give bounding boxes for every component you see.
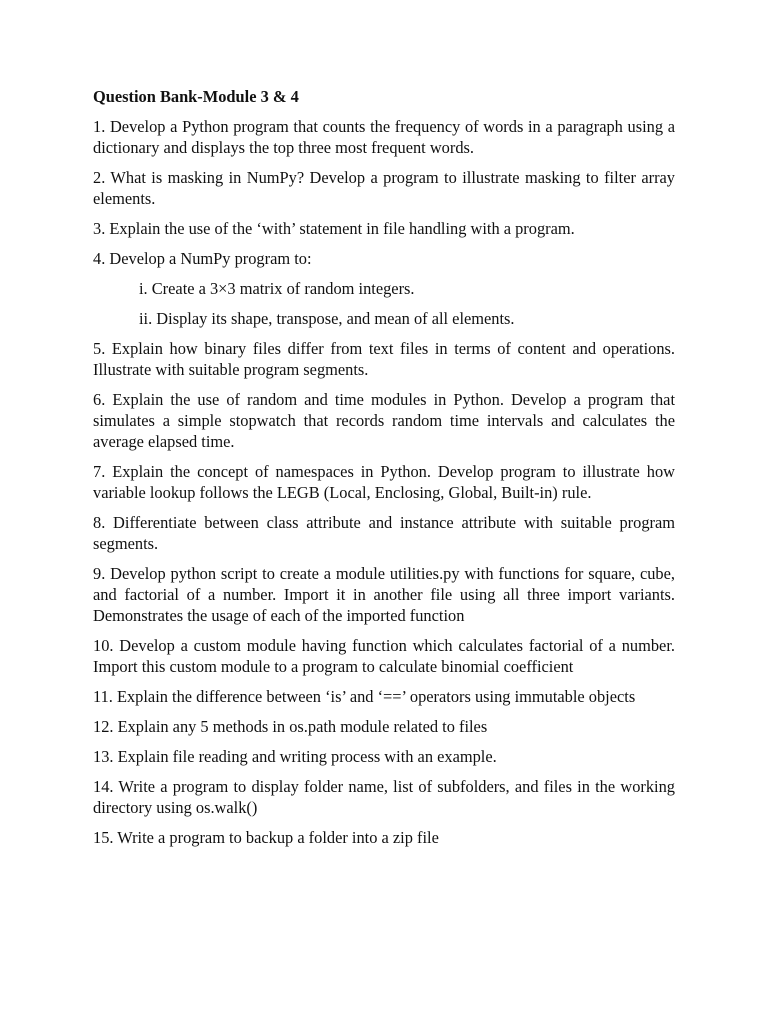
question-12: 12. Explain any 5 methods in os.path module related to files: [93, 717, 488, 736]
question-4: 4. Develop a NumPy program to:: [93, 249, 312, 268]
question-2: 2. What is masking in NumPy? Develop a program to illustrate masking to filter array elements.: [93, 168, 675, 208]
document-page: [93, 86, 675, 857]
question-4-subitems: [93, 278, 675, 329]
question-5: 5. Explain how binary files differ from text files in terms of content and operations. Illustrate with suitable program segments.: [93, 339, 675, 379]
question-9: 9. Develop python script to create a module utilities.py with functions for square, cube, and factorial of a number. Import it in another file using all three import variants. Demonstrates the usage of each of the imported function: [93, 564, 675, 625]
question-3: 3. Explain the use of the ‘with’ statement in file handling with a program.: [93, 219, 575, 238]
question-11: 11. Explain the difference between ‘is’ and ‘==’ operators using immutable objects: [93, 687, 636, 706]
question-6: 6. Explain the use of random and time modules in Python. Develop a program that simulates a simple stopwatch that records random time intervals and calculates the average elapsed time.: [93, 390, 675, 451]
question-4-subitem-ii: ii. Display its shape, transpose, and mean of all elements.: [139, 309, 515, 328]
question-4-subitem-i: i. Create a 3×3 matrix of random integers.: [139, 279, 415, 298]
document-title: Question Bank-Module 3 & 4: [93, 87, 299, 106]
question-8: 8. Differentiate between class attribute and instance attribute with suitable program segments.: [93, 513, 675, 553]
question-7: 7. Explain the concept of namespaces in Python. Develop program to illustrate how variable lookup follows the LEGB (Local, Enclosing, Global, Built-in) rule.: [93, 462, 675, 502]
question-15: 15. Write a program to backup a folder into a zip file: [93, 828, 439, 847]
question-1: 1. Develop a Python program that counts the frequency of words in a paragraph using a dictionary and displays the top three most frequent words.: [93, 117, 675, 157]
question-13: 13. Explain file reading and writing process with an example.: [93, 747, 497, 766]
question-14: 14. Write a program to display folder name, list of subfolders, and files in the working directory using os.walk(): [93, 777, 675, 817]
question-10: 10. Develop a custom module having function which calculates factorial of a number. Import this custom module to a program to calculate binomial coefficient: [93, 636, 675, 676]
